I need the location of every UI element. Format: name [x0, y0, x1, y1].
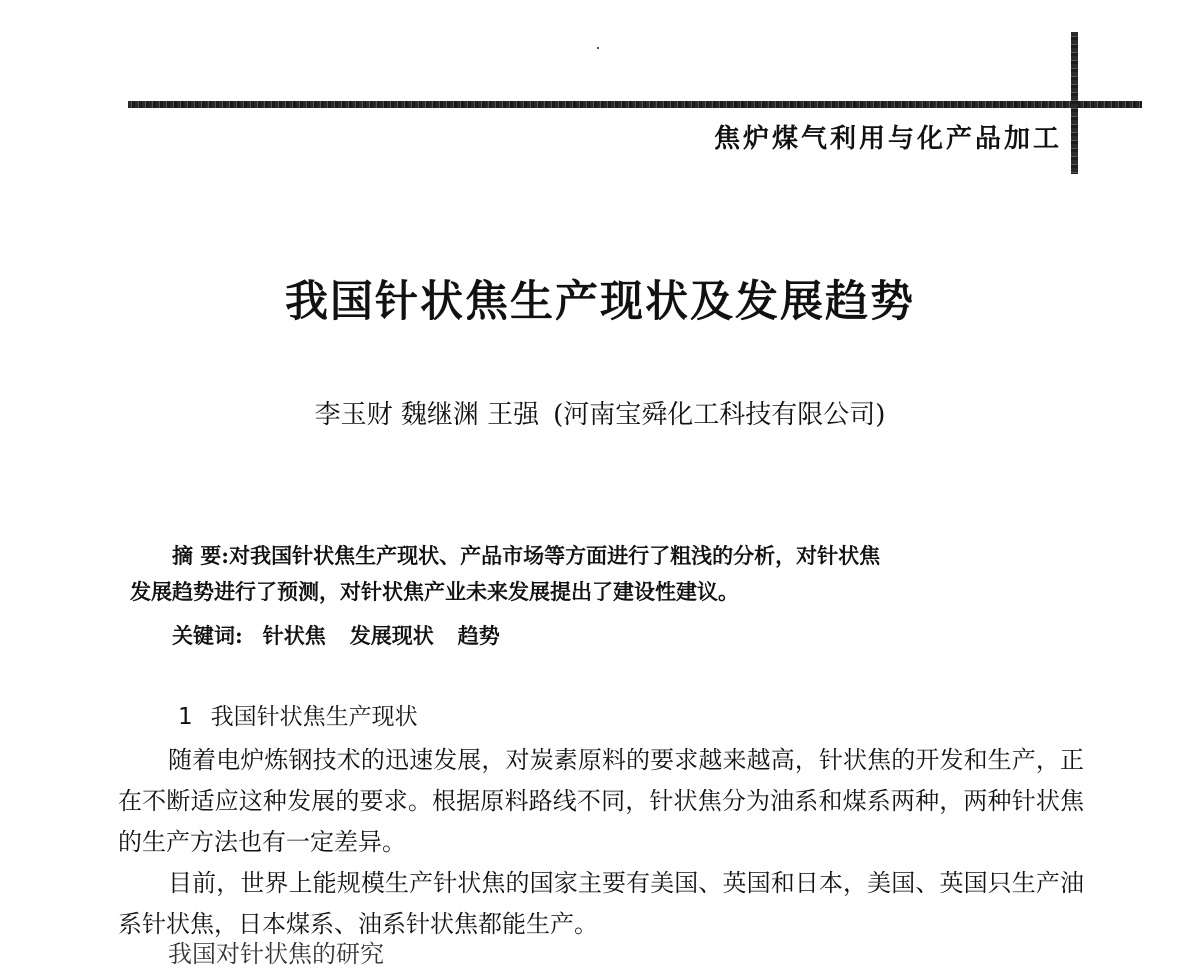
keyword: 趋势	[457, 623, 500, 648]
section-body	[118, 740, 1084, 945]
section-title: 我国针状焦生产现状	[210, 704, 418, 730]
abstract-text-1: 对我国针状焦生产现状、产品市场等方面进行了粗浅的分析，对针状焦	[229, 543, 881, 568]
section-number: 1	[178, 704, 193, 730]
keywords-label: 关键词:	[172, 623, 243, 648]
keyword: 针状焦	[262, 623, 326, 648]
author-line	[0, 394, 1200, 431]
cut-off-line	[168, 940, 668, 968]
header-vertical-bar	[1071, 32, 1078, 174]
header-rule	[128, 101, 1142, 108]
abstract	[130, 538, 1086, 610]
keyword: 发展现状	[349, 623, 434, 648]
scan-speck	[597, 47, 599, 49]
paragraph: 目前，世界上能规模生产针状焦的国家主要有美国、英国和日本，美国、英国只生产油系针状焦，日本煤系、油系针状焦都能生产。	[118, 869, 1084, 938]
paragraph: 随着电炉炼钢技术的迅速发展，对炭素原料的要求越来越高，针状焦的开发和生产，正在不断适应这种发展的要求。根据原料路线不同，针状焦分为油系和煤系两种，两种针状焦的生产方法也有一定差异。	[118, 746, 1084, 856]
affiliation: (河南宝舜化工科技有限公司)	[553, 400, 886, 430]
article-title: 我国针状焦生产现状及发展趋势	[285, 277, 915, 327]
partial-line-text: 我国对针状焦的研究	[168, 940, 384, 968]
authors: 李玉财 魏继渊 王强	[314, 400, 540, 430]
running-head: 焦炉煤气利用与化产品加工	[713, 124, 1062, 154]
abstract-line-1	[130, 538, 1086, 574]
abstract-label: 摘 要:	[172, 543, 230, 568]
section-heading	[178, 700, 418, 734]
abstract-line-2: 发展趋势进行了预测，对针状焦产业未来发展提出了建设性建议。	[130, 579, 739, 604]
keywords	[172, 618, 500, 654]
